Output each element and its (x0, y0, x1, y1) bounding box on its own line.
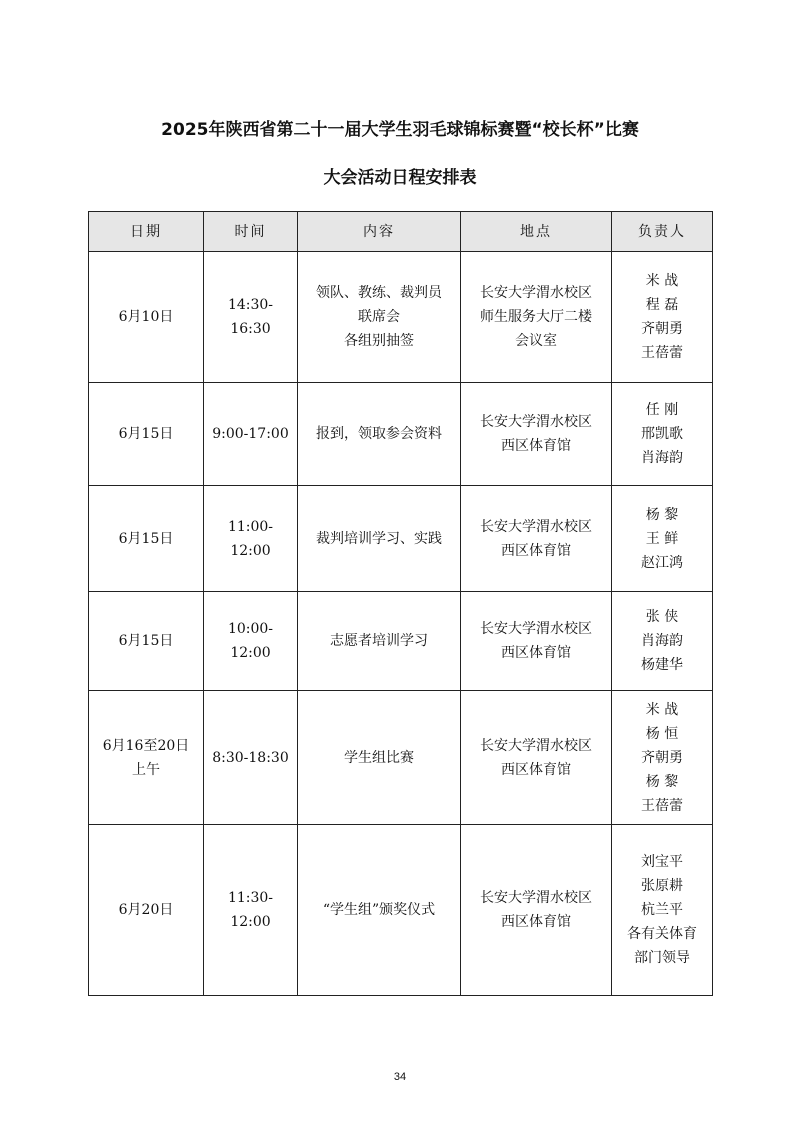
person-cell-line: 王 鲜 (645, 530, 679, 547)
time-cell: 14:30-16:30 (204, 252, 298, 383)
header-content: 内容 (298, 212, 461, 252)
person-cell (612, 825, 713, 996)
location-cell-line: 师生服务大厅二楼 (480, 309, 592, 325)
person-cell-line: 张原耕 (641, 878, 683, 894)
date-cell-line: 6月10日 (118, 309, 174, 325)
page-number: 34 (393, 1071, 407, 1083)
location-cell-line: 长安大学渭水校区 (480, 518, 592, 535)
person-cell-line: 齐朝勇 (641, 749, 683, 766)
content-cell (298, 383, 461, 486)
table-row (89, 691, 713, 825)
table-row (89, 592, 713, 691)
table-row (89, 825, 713, 996)
location-cell-line: 西区体育馆 (501, 761, 571, 778)
date-cell (89, 825, 204, 996)
location-cell (461, 486, 612, 592)
location-cell-line: 会议室 (515, 333, 557, 349)
location-cell-line: 西区体育馆 (501, 542, 571, 559)
date-cell-line: 6月20日 (118, 902, 174, 918)
person-cell-line: 杨 恒 (645, 725, 679, 742)
location-cell-line: 长安大学渭水校区 (480, 890, 592, 906)
location-cell (461, 383, 612, 486)
person-cell-line: 杨建华 (641, 657, 683, 673)
location-cell (461, 252, 612, 383)
content-cell (298, 592, 461, 691)
content-cell-line: 报到，领取参会资料 (316, 426, 442, 442)
person-cell-line: 肖海韵 (641, 633, 683, 649)
person-cell-line: 杨 黎 (645, 773, 679, 790)
location-cell-line: 长安大学渭水校区 (480, 621, 592, 637)
date-cell-line: 上午 (132, 761, 160, 778)
person-cell-line: 杭兰平 (641, 902, 683, 918)
person-cell-line: 肖海韵 (641, 450, 683, 466)
content-cell (298, 691, 461, 825)
person-cell-line: 米 战 (645, 273, 679, 289)
content-cell-line: “学生组”颁奖仪式 (322, 902, 436, 918)
time-cell: 11:00-12:00 (204, 486, 298, 592)
table-header-row (89, 212, 713, 252)
location-cell-line: 长安大学渭水校区 (480, 737, 592, 754)
person-cell-line: 赵江鸿 (641, 554, 683, 571)
time-cell: 8:30-18:30 (204, 691, 298, 825)
location-cell-line: 西区体育馆 (501, 438, 571, 454)
date-cell (89, 592, 204, 691)
content-cell (298, 825, 461, 996)
person-cell-line: 杨 黎 (645, 506, 679, 523)
person-cell-line: 齐朝勇 (641, 321, 683, 337)
date-cell (89, 383, 204, 486)
date-cell-line: 6月15日 (118, 426, 174, 442)
header-time: 时间 (204, 212, 298, 252)
date-cell (89, 252, 204, 383)
person-cell-line: 米 战 (645, 701, 679, 718)
location-cell-line: 长安大学渭水校区 (480, 414, 592, 430)
person-cell (612, 383, 713, 486)
person-cell-line: 王蓓蕾 (641, 797, 683, 814)
header-date: 日期 (89, 212, 204, 252)
time-cell: 10:00-12:00 (204, 592, 298, 691)
location-cell-line: 西区体育馆 (501, 645, 571, 661)
document-title: 2025年陕西省第二十一届大学生羽毛球锦标赛暨“校长杯”比赛 (161, 120, 639, 140)
person-cell (612, 691, 713, 825)
date-cell (89, 691, 204, 825)
person-cell (612, 486, 713, 592)
table-row (89, 383, 713, 486)
content-cell-line: 领队、教练、裁判员 (316, 285, 442, 301)
person-cell-line: 部门领导 (634, 950, 690, 966)
person-cell (612, 592, 713, 691)
content-cell (298, 252, 461, 383)
person-cell-line: 王蓓蕾 (641, 345, 683, 361)
person-cell-line: 任 刚 (645, 402, 679, 418)
person-cell (612, 252, 713, 383)
content-cell-line: 联席会 (358, 309, 400, 325)
header-person: 负责人 (612, 212, 713, 252)
location-cell (461, 592, 612, 691)
content-cell-line: 各组别抽签 (344, 333, 414, 349)
header-location: 地点 (461, 212, 612, 252)
content-cell-line: 学生组比赛 (344, 749, 414, 766)
date-cell-line: 6月16至20日 (102, 737, 190, 754)
schedule-table (88, 211, 713, 996)
location-cell (461, 691, 612, 825)
person-cell-line: 程 磊 (645, 297, 679, 313)
person-cell-line: 张 侠 (645, 609, 679, 625)
date-cell (89, 486, 204, 592)
document-subtitle: 大会活动日程安排表 (323, 168, 477, 188)
person-cell-line: 各有关体育 (627, 926, 697, 942)
table-row (89, 486, 713, 592)
time-cell: 9:00-17:00 (204, 383, 298, 486)
location-cell (461, 825, 612, 996)
date-cell-line: 6月15日 (118, 530, 174, 547)
content-cell-line: 裁判培训学习、实践 (316, 530, 442, 547)
location-cell-line: 长安大学渭水校区 (480, 285, 592, 301)
person-cell-line: 邢凯歌 (641, 426, 683, 442)
date-cell-line: 6月15日 (118, 633, 174, 649)
table-body (89, 252, 713, 996)
table-row (89, 252, 713, 383)
location-cell-line: 西区体育馆 (501, 914, 571, 930)
time-cell: 11:30-12:00 (204, 825, 298, 996)
content-cell (298, 486, 461, 592)
content-cell-line: 志愿者培训学习 (330, 633, 428, 649)
person-cell-line: 刘宝平 (641, 854, 683, 870)
